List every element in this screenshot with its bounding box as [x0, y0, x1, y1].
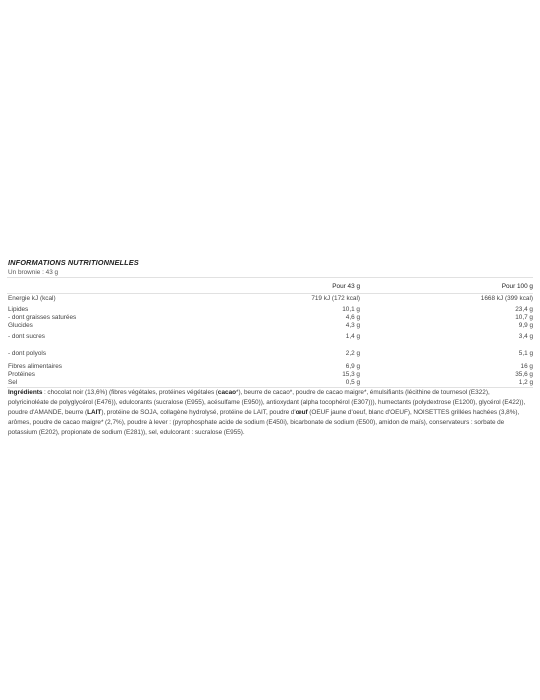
value-per-portion: 4,6 g [345, 314, 360, 321]
value-per-100g: 5,1 g [518, 350, 533, 357]
value-per-portion: 10,1 g [342, 306, 360, 313]
value-per-portion: 1,4 g [345, 333, 360, 340]
value-per-portion: 0,5 g [345, 379, 360, 386]
ingredients-text [7, 388, 533, 438]
table-row [7, 314, 533, 322]
ingredient-segment: (OEUF jaune d'oeuf, blanc d'OEUF), NOISETTES grillées hachées (3,8%), arômes, poudre de cacao maigre* (2,7%), poudre à lever : (pyrophosphate acide de sodium (E450i), bicarbonate de sodium (E500), amidon de maïs), conservateurs : sorbate de potassium (E202), propionate de sodium (E281)), sel, edulcorant : sucralose (E955). [8, 409, 520, 436]
table-row [7, 343, 533, 361]
ingredient-emphasis: œuf [295, 409, 308, 416]
nutrient-label: Fibres alimentaires [8, 363, 62, 370]
ingredient-emphasis: cacao [217, 389, 237, 396]
table-row [7, 330, 533, 343]
value-per-100g: 1668 kJ (399 kcal) [480, 295, 533, 302]
ingredient-segment: *), beurre de cacao*, poudre de cacao maigre*, émulsifiants (lécithine de tournesol (E322), polyricinoléate de polyglycérol (E476)), edulcorants (sucralose (E955), acésulfame (E950)), antioxydant (alpha tocophérol (E307))), humectants (polydextrose (E1200), glycérol (E422)), poudre d'AMANDE, beurre ( [8, 389, 526, 416]
value-per-portion: 4,3 g [345, 322, 360, 329]
nutrient-label: Energie kJ (kcal) [8, 295, 56, 302]
nutrient-label: - dont sucres [8, 333, 45, 340]
nutrient-label: Sel [8, 379, 18, 386]
column-header-portion: Pour 43 g [332, 283, 360, 290]
value-per-100g: 35,6 g [515, 371, 533, 378]
value-per-100g: 10,7 g [515, 314, 533, 321]
value-per-100g: 16 g [520, 363, 533, 370]
table-row [7, 322, 533, 330]
value-per-100g: 9,9 g [518, 322, 533, 329]
nutrient-label: Protéines [8, 371, 35, 378]
ingredient-emphasis: Ingrédients [8, 389, 43, 396]
column-headers [7, 283, 533, 293]
table-row [7, 379, 533, 387]
ingredient-segment: : chocolat noir (13,6%) (fibres végétales, protéines végétales ( [42, 389, 218, 396]
nutrition-title: INFORMATIONS NUTRITIONNELLES [8, 258, 139, 267]
value-per-portion: 6,9 g [345, 363, 360, 370]
table-row [7, 305, 533, 314]
nutrition-table [7, 294, 533, 387]
value-per-100g: 1,2 g [518, 379, 533, 386]
nutrient-label: Lipides [8, 306, 29, 313]
value-per-portion: 2,2 g [345, 350, 360, 357]
value-per-100g: 23,4 g [515, 306, 533, 313]
table-row [7, 294, 533, 305]
value-per-portion: 15,3 g [342, 371, 360, 378]
nutrient-label: - dont polyols [8, 350, 47, 357]
nutrition-panel [7, 250, 533, 438]
column-header-100g: Pour 100 g [501, 283, 533, 290]
serving-size: Un brownie : 43 g [8, 269, 59, 276]
value-per-100g: 3,4 g [518, 333, 533, 340]
value-per-portion: 719 kJ (172 kcal) [311, 295, 360, 302]
ingredient-segment: ), protéine de SOJA, collagène hydrolysé, protéine de LAIT, poudre d' [101, 409, 296, 416]
divider [7, 277, 533, 278]
ingredient-emphasis: LAIT [87, 409, 102, 416]
nutrient-label: Glucides [8, 322, 33, 329]
table-row [7, 370, 533, 379]
table-row [7, 361, 533, 370]
nutrient-label: - dont graisses saturées [8, 314, 77, 321]
